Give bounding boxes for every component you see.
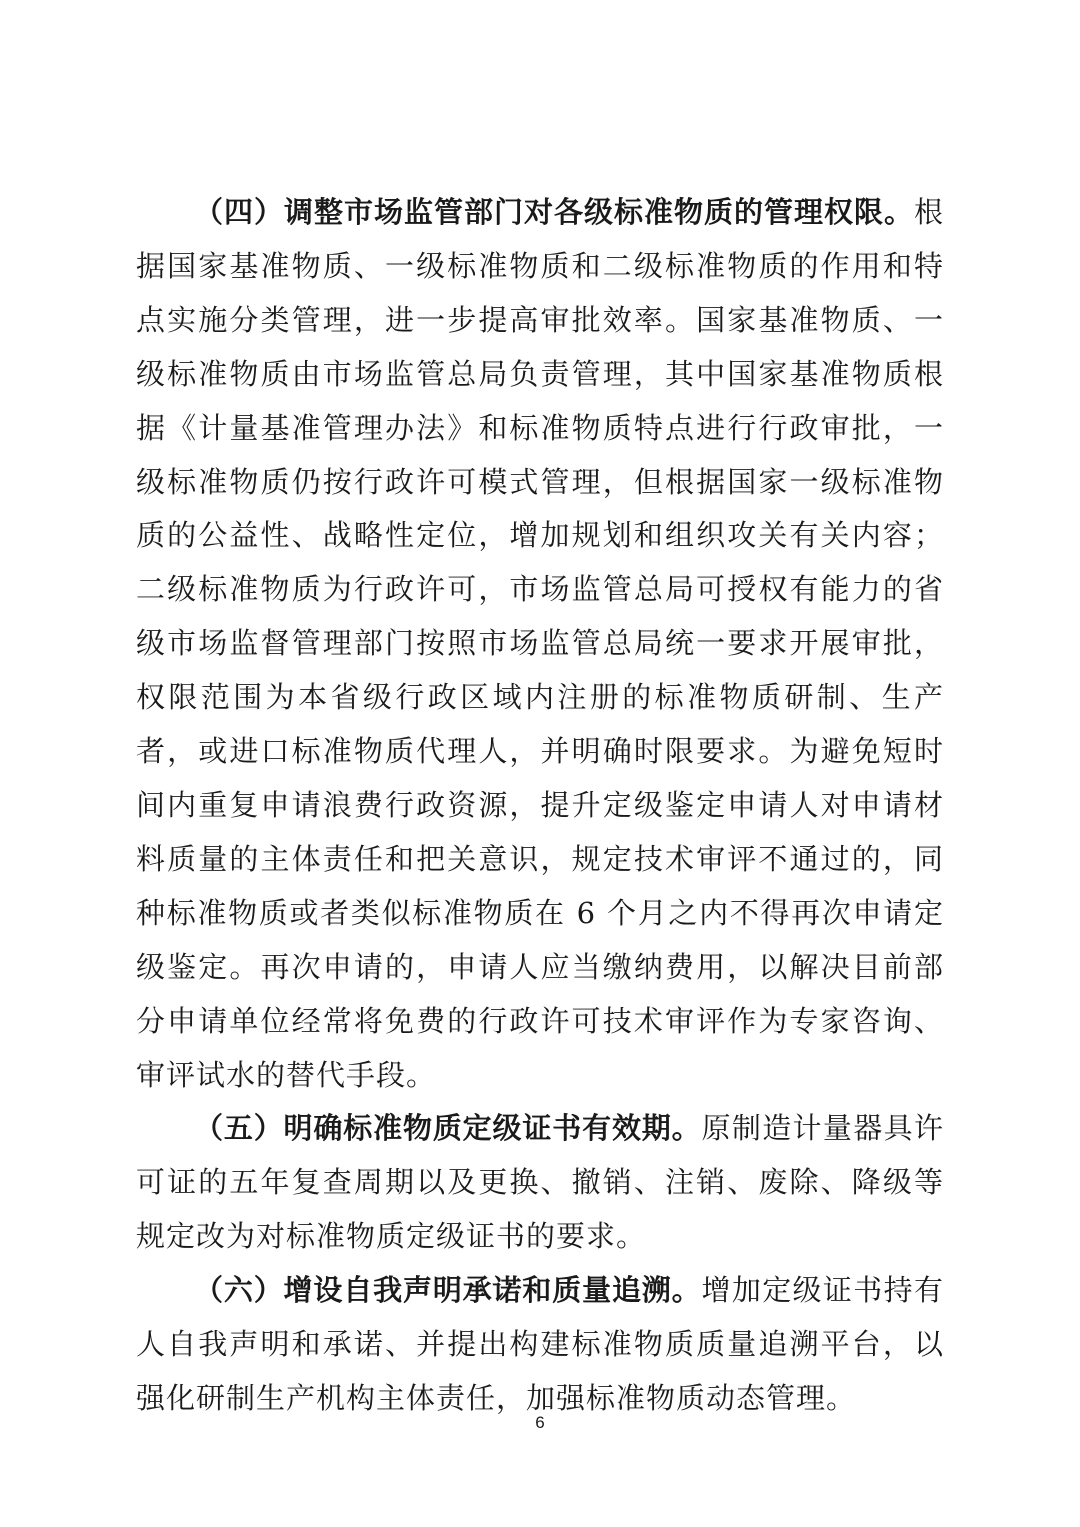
paragraph-text: 根据国家基准物质、一级标准物质和二级标准物质的作用和特点实施分类管理，进一步提高审批效率。国家基准物质、一级标准物质由市场监管总局负责管理，其中国家基准物质根据《计量基准管理办法》和标准物质特点进行行政审批，一级标准物质仍按行政许可模式管理，但根据国家一级标准物质的公益性、战略性定位，增加规划和组织攻关有关内容；二级标准物质为行政许可，市场监管总局可授权有能力的省级市场监督管理部门按照市场监管总局统一要求开展审批，权限范围为本省级行政区域内注册的标准物质研制、生产者，或进口标准物质代理人，并明确时限要求。为避免短时间内重复申请浪费行政资源，提升定级鉴定申请人对申请材料质量的主体责任和把关意识，规定技术审评不通过的，同种标准物质或者类似标准物质在 6 个月之内不得再次申请定级鉴定。再次申请的，申请人应当缴纳费用，以解决目前部分申请单位经常将免费的行政许可技术审评作为专家咨询、审评试水的替代手段。 [136, 195, 944, 1092]
paragraph-5 [136, 1102, 944, 1264]
paragraph-text: 增加定级证书持有人自我声明和承诺、并提出构建标准物质质量追溯平台，以强化研制生产机构主体责任，加强标准物质动态管理。 [136, 1273, 944, 1415]
paragraph-heading: （五）明确标准物质定级证书有效期。 [194, 1111, 702, 1146]
paragraph-6 [136, 1264, 944, 1426]
paragraph-text: 原制造计量器具许可证的五年复查周期以及更换、撤销、注销、废除、降级等规定改为对标准物质定级证书的要求。 [136, 1111, 944, 1254]
page-number: 6 [535, 1413, 545, 1432]
paragraph-4 [136, 186, 944, 1102]
document-body [136, 186, 944, 1426]
paragraph-heading: （四）调整市场监管部门对各级标准物质的管理权限。 [194, 195, 914, 229]
paragraph-heading: （六）增设自我声明承诺和质量追溯。 [194, 1273, 702, 1308]
